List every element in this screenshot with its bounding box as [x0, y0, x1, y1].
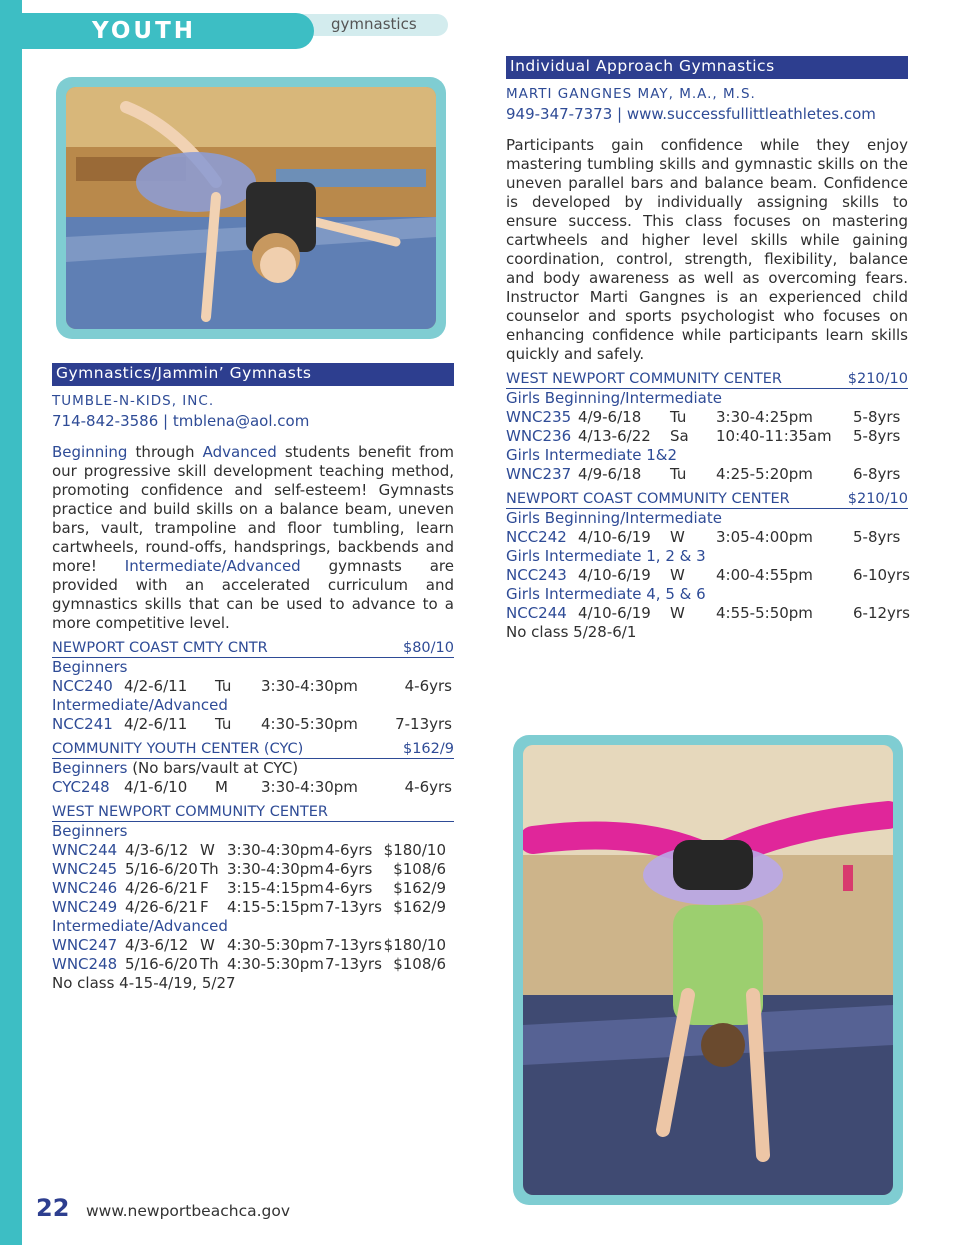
- class-level: [506, 446, 908, 465]
- class-age: 4-6yrs: [325, 860, 373, 878]
- class-time: 10:40-11:35am: [716, 427, 832, 445]
- class-row[interactable]: [506, 528, 908, 547]
- class-day: Th: [200, 860, 219, 878]
- right-schedule: [506, 370, 908, 642]
- right-location-header: [506, 490, 908, 509]
- location-fee: $210/10: [847, 371, 908, 387]
- class-time: 3:30-4:30pm: [261, 677, 358, 695]
- class-day: W: [200, 936, 215, 954]
- topic-label: gymnastics: [331, 15, 417, 33]
- class-time: 4:15-5:15pm: [227, 898, 324, 916]
- class-age: 4-6yrs: [404, 677, 452, 695]
- class-row[interactable]: [52, 860, 454, 879]
- class-level-name: Beginners: [52, 822, 128, 840]
- class-level-name: Intermediate/Advanced: [52, 696, 228, 714]
- class-code: NCC241: [52, 715, 113, 733]
- class-dates: 4/10-6/19: [578, 528, 651, 546]
- location-name: WEST NEWPORT COMMUNITY CENTER: [506, 371, 783, 387]
- left-location-header: [52, 740, 454, 759]
- class-day: W: [200, 841, 215, 859]
- class-fee: $162/9: [393, 879, 446, 897]
- class-fee: $162/9: [393, 898, 446, 916]
- class-row[interactable]: [506, 566, 908, 585]
- class-row[interactable]: [52, 879, 454, 898]
- class-day: Th: [200, 955, 219, 973]
- class-day: Tu: [670, 408, 687, 426]
- right-provider-contact[interactable]: 949-347-7373 | www.successfullittleathletes.com: [506, 105, 876, 123]
- class-level: [506, 509, 908, 528]
- class-code: WNC248: [52, 955, 118, 973]
- class-day: F: [200, 898, 209, 916]
- class-age: 7-13yrs: [325, 898, 382, 916]
- class-age: 6-12yrs: [853, 604, 910, 622]
- class-level-name: Girls Intermediate 1, 2 & 3: [506, 547, 706, 565]
- class-age: 5-8yrs: [853, 427, 901, 445]
- left-description: [52, 443, 454, 633]
- class-row[interactable]: [52, 715, 454, 734]
- class-time: 4:30-5:30pm: [227, 936, 324, 954]
- location-fee: $210/10: [847, 491, 908, 507]
- class-code: NCC240: [52, 677, 113, 695]
- class-level-name: Intermediate/Advanced: [52, 917, 228, 935]
- class-row[interactable]: [52, 955, 454, 974]
- desc-keyword-beginning: Beginning: [52, 443, 128, 461]
- class-time: 4:25-5:20pm: [716, 465, 813, 483]
- handstand-photo-scene: [523, 745, 893, 1195]
- class-time: 4:00-4:55pm: [716, 566, 813, 584]
- class-level-name: Girls Intermediate 4, 5 & 6: [506, 585, 706, 603]
- class-fee: $108/6: [393, 860, 446, 878]
- class-fee: $108/6: [393, 955, 446, 973]
- location-name: WEST NEWPORT COMMUNITY CENTER: [52, 804, 329, 820]
- class-fee: $180/10: [383, 936, 446, 954]
- class-level: [52, 822, 454, 841]
- class-dates: 5/16-6/20: [125, 860, 198, 878]
- location-fee: $80/10: [402, 640, 454, 656]
- class-time: 4:30-5:30pm: [227, 955, 324, 973]
- right-provider-name: MARTI GANGNES MAY, M.A., M.S.: [506, 86, 756, 102]
- class-code: WNC249: [52, 898, 118, 916]
- class-age: 7-13yrs: [395, 715, 452, 733]
- class-dates: 4/26-6/21: [125, 898, 198, 916]
- desc-keyword-advanced: Advanced: [202, 443, 277, 461]
- class-age: 6-10yrs: [853, 566, 910, 584]
- class-level: [506, 389, 908, 408]
- class-level: [52, 658, 454, 677]
- class-row[interactable]: [52, 778, 454, 797]
- cartwheel-photo-scene: [66, 87, 436, 329]
- class-age: 6-8yrs: [853, 465, 901, 483]
- class-day: W: [670, 604, 685, 622]
- class-code: WNC246: [52, 879, 118, 897]
- class-code: NCC243: [506, 566, 567, 584]
- topic-tab: [300, 14, 448, 36]
- class-age: 4-6yrs: [404, 778, 452, 796]
- right-listing: [506, 56, 908, 642]
- class-dates: 4/2-6/11: [124, 677, 188, 695]
- class-day: W: [670, 566, 685, 584]
- class-code: WNC237: [506, 465, 572, 483]
- class-day: Sa: [670, 427, 689, 445]
- class-time: 3:15-4:15pm: [227, 879, 324, 897]
- class-level: [52, 917, 454, 936]
- class-code: WNC236: [506, 427, 572, 445]
- class-row[interactable]: [506, 465, 908, 484]
- desc-keyword-intermediate-advanced: Intermediate/Advanced: [124, 557, 301, 575]
- class-age: 7-13yrs: [325, 955, 382, 973]
- location-name: COMMUNITY YOUTH CENTER (CYC): [52, 741, 304, 757]
- class-time: 3:30-4:30pm: [227, 841, 324, 859]
- side-accent-bar: [0, 0, 22, 1245]
- class-code: WNC244: [52, 841, 118, 859]
- class-age: 5-8yrs: [853, 408, 901, 426]
- location-name: NEWPORT COAST CMTY CNTR: [52, 640, 268, 656]
- class-code: WNC235: [506, 408, 572, 426]
- class-row[interactable]: [52, 841, 454, 860]
- class-level-name: Girls Beginning/Intermediate: [506, 389, 722, 407]
- class-dates: 4/26-6/21: [125, 879, 198, 897]
- class-row[interactable]: [52, 936, 454, 955]
- class-time: 3:05-4:00pm: [716, 528, 813, 546]
- left-provider-name: TUMBLE-N-KIDS, INC.: [52, 393, 215, 409]
- class-dates: 4/1-6/10: [124, 778, 188, 796]
- class-code: WNC247: [52, 936, 118, 954]
- cartwheel-photo: [56, 77, 446, 339]
- class-dates: 4/13-6/22: [578, 427, 651, 445]
- right-location-header: [506, 370, 908, 389]
- desc-text-1: through: [127, 443, 203, 461]
- class-row[interactable]: [506, 408, 908, 427]
- class-dates: 4/2-6/11: [124, 715, 188, 733]
- class-time: 3:30-4:25pm: [716, 408, 813, 426]
- class-dates: 5/16-6/20: [125, 955, 198, 973]
- class-age: 7-13yrs: [325, 936, 382, 954]
- class-time: 4:30-5:30pm: [261, 715, 358, 733]
- class-dates: 4/3-6/12: [125, 936, 189, 954]
- section-tab: [22, 13, 314, 49]
- class-day: F: [200, 879, 209, 897]
- class-time: 3:30-4:30pm: [261, 778, 358, 796]
- class-time: 4:55-5:50pm: [716, 604, 813, 622]
- location-fee: $162/9: [402, 741, 454, 757]
- class-code: WNC245: [52, 860, 118, 878]
- class-row[interactable]: [506, 427, 908, 446]
- right-description: Participants gain confidence while they enjoy mastering tumbling skills and gymnastic skills on the uneven parallel bars and balance beam. Confidence is developed by individually assigning skills to ensure success. This class focuses on mastering cartwheels and higher level skills while gaining coordination, control, strength, flexibility, balance and body awareness as well as overcoming fears. Instructor Marti Gangnes is an experienced child counselor and sports psychologist who focuses on enhancing confidence while participants learn skills quickly and safely.: [506, 136, 908, 363]
- class-dates: 4/9-6/18: [578, 465, 642, 483]
- class-dates: 4/3-6/12: [125, 841, 189, 859]
- class-age: 5-8yrs: [853, 528, 901, 546]
- handstand-photo: [513, 735, 903, 1205]
- section-label: YOUTH: [92, 18, 197, 44]
- left-schedule: [52, 639, 454, 993]
- class-fee: $180/10: [383, 841, 446, 859]
- left-provider-contact[interactable]: 714-842-3586 | tmblena@aol.com: [52, 412, 310, 430]
- left-location-header: [52, 639, 454, 658]
- class-row[interactable]: [52, 898, 454, 917]
- class-row[interactable]: [506, 604, 908, 623]
- left-location-header: [52, 803, 454, 822]
- class-day: Tu: [215, 715, 232, 733]
- class-code: NCC242: [506, 528, 567, 546]
- page-number: 22: [36, 1194, 70, 1222]
- class-level: [506, 585, 908, 604]
- class-dates: 4/9-6/18: [578, 408, 642, 426]
- handstand-photo-image: [523, 745, 893, 1195]
- class-dates: 4/10-6/19: [578, 566, 651, 584]
- left-no-class-note: No class 4-15-4/19, 5/27: [52, 974, 236, 992]
- class-day: M: [215, 778, 228, 796]
- class-day: W: [670, 528, 685, 546]
- right-no-class-note: No class 5/28-6/1: [506, 623, 637, 641]
- class-row[interactable]: [52, 677, 454, 696]
- class-level: [506, 547, 908, 566]
- class-level-name: Beginners: [52, 759, 128, 777]
- right-program-title: Individual Approach Gymnastics: [506, 56, 908, 79]
- desc-text-3: gymnasts are provided with an accelerated curriculum and gymnastics skills that can be used to advance to a more competitive level.: [52, 557, 454, 632]
- left-program-title: Gymnastics/Jammin’ Gymnasts: [52, 363, 454, 386]
- left-listing: [52, 363, 454, 993]
- class-age: 4-6yrs: [325, 841, 373, 859]
- desc-text-2: students benefit from our progressive skill development teaching method, promoting confidence and self-esteem! Gymnasts practice and build skills on a balance beam, uneven bars, vault, trampoline and floor tumbling, learn cartwheels, round-offs, handsprings, backbends and more!: [52, 443, 454, 575]
- class-level-name: Girls Beginning/Intermediate: [506, 509, 722, 527]
- class-code: NCC244: [506, 604, 567, 622]
- class-level-note: (No bars/vault at CYC): [127, 759, 299, 777]
- class-level-name: Girls Intermediate 1&2: [506, 446, 678, 464]
- class-level: [52, 696, 454, 715]
- class-level-name: Beginners: [52, 658, 128, 676]
- class-day: Tu: [670, 465, 687, 483]
- class-level: [52, 759, 454, 778]
- location-name: NEWPORT COAST COMMUNITY CENTER: [506, 491, 790, 507]
- cartwheel-photo-image: [66, 87, 436, 329]
- class-dates: 4/10-6/19: [578, 604, 651, 622]
- class-code: CYC248: [52, 778, 110, 796]
- class-day: Tu: [215, 677, 232, 695]
- class-time: 3:30-4:30pm: [227, 860, 324, 878]
- class-age: 4-6yrs: [325, 879, 373, 897]
- footer-website[interactable]: www.newportbeachca.gov: [86, 1202, 291, 1220]
